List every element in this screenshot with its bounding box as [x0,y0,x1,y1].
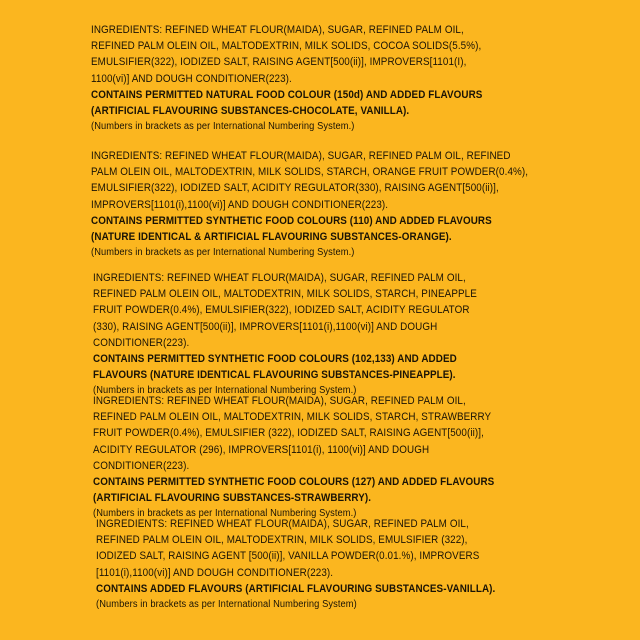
ingredients-line: PALM OLEIN OIL, MALTODEXTRIN, MILK SOLIDS, STARCH, ORANGE FRUIT POWDER(0.4%), [91,166,529,179]
contains-line: CONTAINS PERMITTED NATURAL FOOD COLOUR (150d) AND ADDED FLAVOURS [91,88,483,101]
ingredients-line: INGREDIENTS: REFINED WHEAT FLOUR(MAIDA), SUGAR, REFINED PALM OIL, [96,518,469,530]
ingredients-block-vanilla [96,516,495,613]
ins-note: (Numbers in brackets as per International Numbering System.) [91,121,355,133]
contains-line: (ARTIFICIAL FLAVOURING SUBSTANCES-STRAWBERRY). [93,492,372,505]
ingredients-line: (330), RAISING AGENT[500(ii)], IMPROVERS[1101(i),1100(vi)] AND DOUGH [93,320,438,333]
ins-note: (Numbers in brackets as per International Numbering System.) [91,247,355,259]
contains-line: CONTAINS PERMITTED SYNTHETIC FOOD COLOURS (110) AND ADDED FLAVOURS [91,214,492,227]
contains-line: CONTAINS PERMITTED SYNTHETIC FOOD COLOURS (102,133) AND ADDED [93,353,457,366]
ingredients-line: IODIZED SALT, RAISING AGENT [500(ii)], VANILLA POWDER(0.01.%), IMPROVERS [96,550,480,563]
ins-note: (Numbers in brackets as per International Numbering System.) [93,508,357,520]
ingredients-line: EMULSIFIER(322), IODIZED SALT, RAISING AGENT[500(ii)], IMPROVERS[1101(I), [91,56,467,69]
ingredients-line: EMULSIFIER(322), IODIZED SALT, ACIDITY REGULATOR(330), RAISING AGENT[500(ii)], [91,182,499,195]
ins-note: (Numbers in brackets as per International Numbering System.) [93,385,357,397]
ingredients-line: INGREDIENTS: REFINED WHEAT FLOUR(MAIDA), SUGAR, REFINED PALM OIL, [93,395,466,407]
ingredients-block-orange [91,148,528,261]
ins-note: (Numbers in brackets as per International Numbering System) [96,599,357,611]
ingredients-line: INGREDIENTS: REFINED WHEAT FLOUR(MAIDA), SUGAR, REFINED PALM OIL, [91,24,464,36]
ingredients-line: INGREDIENTS: REFINED WHEAT FLOUR(MAIDA), SUGAR, REFINED PALM OIL, [93,272,466,284]
ingredients-line: CONDITIONER(223). [93,336,190,349]
contains-line: (NATURE IDENTICAL & ARTIFICIAL FLAVOURING SUBSTANCES-ORANGE). [91,231,452,244]
contains-line: CONTAINS PERMITTED SYNTHETIC FOOD COLOURS (127) AND ADDED FLAVOURS [93,476,495,489]
ingredients-line: REFINED PALM OLEIN OIL, MALTODEXTRIN, MILK SOLIDS, COCOA SOLIDS(5.5%), [91,40,482,53]
ingredients-line: [1101(i),1100(vi)] AND DOUGH CONDITIONER(223). [96,566,334,579]
ingredients-line: ACIDITY REGULATOR (296), IMPROVERS[1101(i), 1100(vi)] AND DOUGH [93,443,430,456]
ingredients-block-pineapple [93,270,477,400]
ingredients-line: REFINED PALM OLEIN OIL, MALTODEXTRIN, MILK SOLIDS, STARCH, PINEAPPLE [93,288,477,301]
ingredients-line: FRUIT POWDER(0.4%), EMULSIFIER(322), IODIZED SALT, ACIDITY REGULATOR [93,304,470,317]
ingredients-line: 1100(vi)] AND DOUGH CONDITIONER(223). [91,72,292,85]
contains-line: FLAVOURS (NATURE IDENTICAL FLAVOURING SUBSTANCES-PINEAPPLE). [93,369,456,382]
ingredients-line: FRUIT POWDER(0.4%), EMULSIFIER (322), IODIZED SALT, RAISING AGENT[500(ii)], [93,427,484,440]
ingredients-block-chocolate [91,22,482,135]
ingredients-line: INGREDIENTS: REFINED WHEAT FLOUR(MAIDA), SUGAR, REFINED PALM OIL, REFINED [91,150,511,162]
ingredients-line: CONDITIONER(223). [93,459,190,472]
contains-line: CONTAINS ADDED FLAVOURS (ARTIFICIAL FLAVOURING SUBSTANCES-VANILLA). [96,582,496,595]
ingredients-line: IMPROVERS[1101(i),1100(vi)] AND DOUGH CONDITIONER(223). [91,198,389,211]
ingredients-block-strawberry [93,393,494,523]
ingredients-line: REFINED PALM OLEIN OIL, MALTODEXTRIN, MILK SOLIDS, STARCH, STRAWBERRY [93,411,492,424]
contains-line: (ARTIFICIAL FLAVOURING SUBSTANCES-CHOCOLATE, VANILLA). [91,105,410,118]
ingredients-line: REFINED PALM OLEIN OIL, MALTODEXTRIN, MILK SOLIDS, EMULSIFIER (322), [96,534,468,547]
